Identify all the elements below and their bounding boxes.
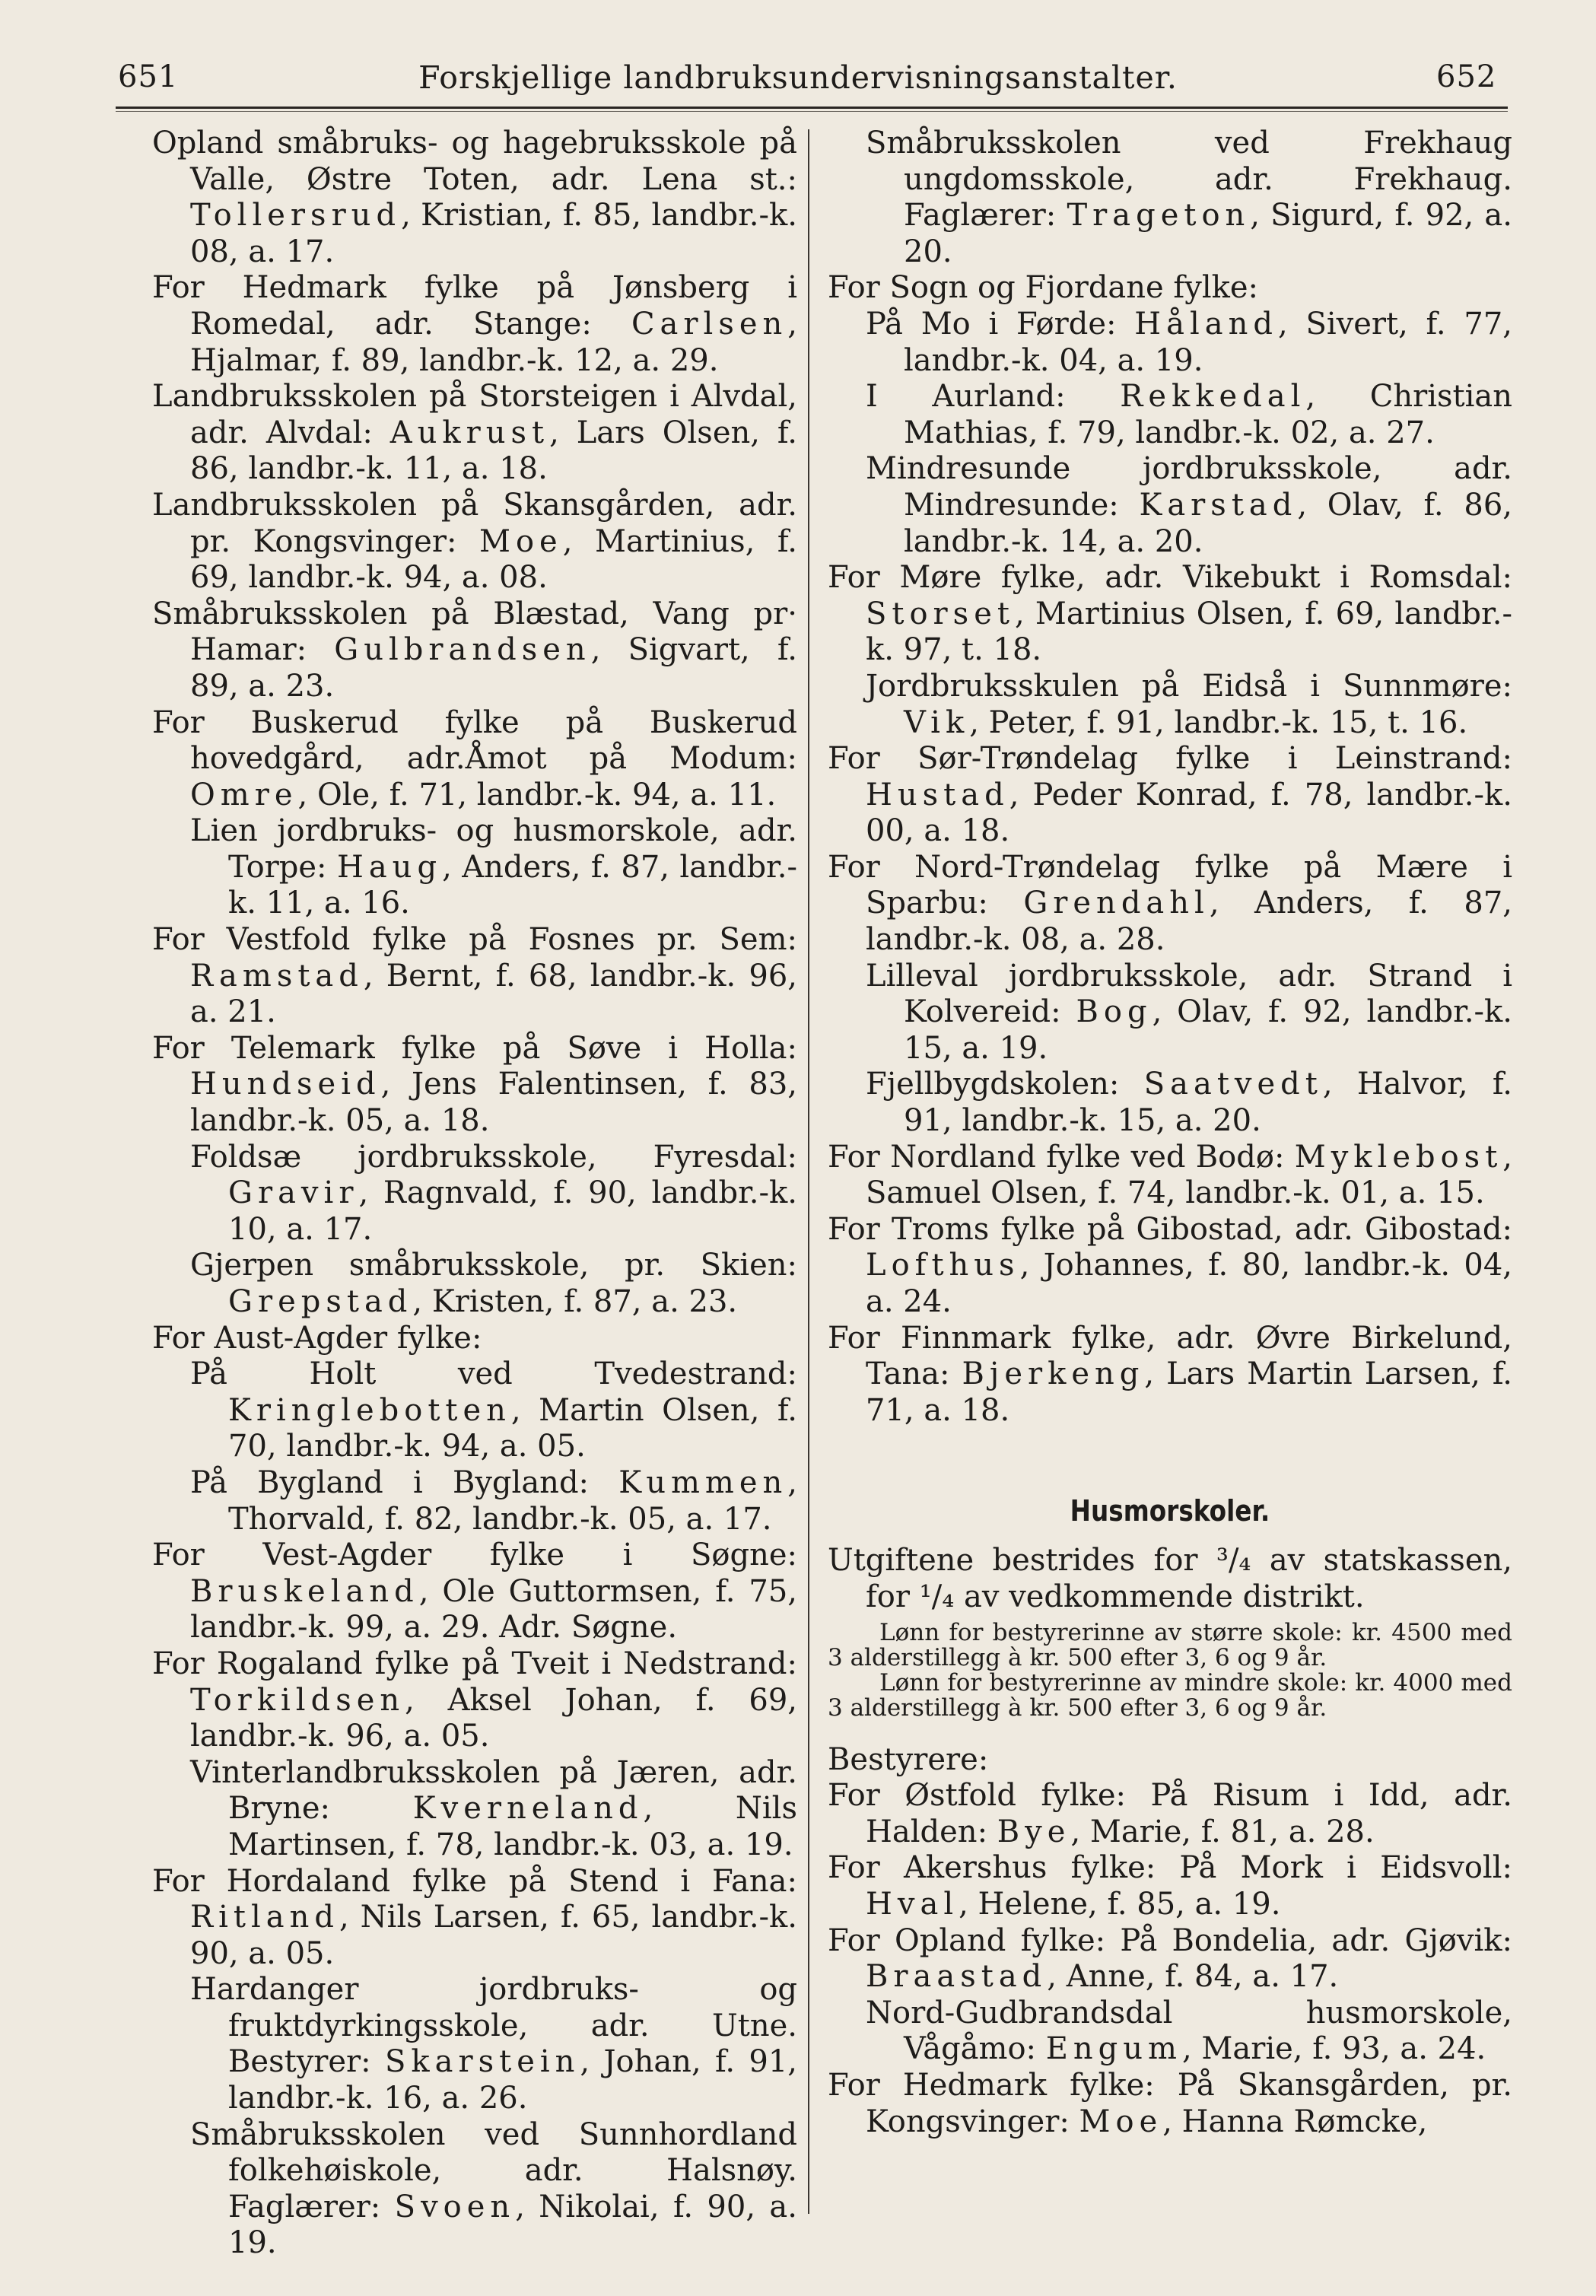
husmor-entries	[828, 1778, 1512, 2140]
person-surname: Trageton	[1067, 198, 1251, 234]
person-surname: Håland	[1134, 306, 1278, 342]
entry-text: Foldsæ jordbruksskole, Fyresdal:	[190, 1139, 797, 1175]
entry-text: For Sør-Trøndelag fylke i Leinstrand:	[828, 741, 1512, 777]
entry-text: , Martin Olsen, f. 70, landbr.-k. 94, a. 05.	[228, 1392, 797, 1464]
entry-text: , Nils Larsen, f. 65, landbr.-k. 90, a. 05.	[190, 1900, 797, 1971]
entry-text: Jordbruksskulen på Eidså i Sunnmøre:	[866, 668, 1512, 704]
directory-entry	[152, 126, 797, 270]
directory-entry	[828, 1923, 1512, 1995]
bestyrere-label: Bestyrere:	[828, 1741, 989, 1777]
entry-text: Landbruksskolen på Storsteigen i Alvdal, adr. Alvdal:	[152, 379, 797, 450]
directory-entry	[828, 2068, 1512, 2140]
person-surname: Lofthus	[866, 1248, 1020, 1283]
person-surname: Moe	[478, 523, 563, 559]
right-entries	[828, 126, 1512, 1429]
directory-entry	[152, 1356, 797, 1465]
directory-entry	[152, 705, 797, 814]
entry-text: Landbruksskolen på Skansgården, adr. pr. Kongsvinger:	[152, 487, 797, 559]
entry-text: For Troms fylke på Gibostad, adr. Gibostad:	[828, 1211, 1512, 1247]
directory-entry	[152, 1321, 797, 1357]
entry-text: , Johan, f. 91, landbr.-k. 16, a. 26.	[228, 2044, 797, 2116]
left-column	[152, 126, 797, 2262]
person-surname: Saatvedt	[1143, 1067, 1323, 1102]
husmor-note-2: Lønn for bestyrerinne av mindre skole: kr. 4000 med 3 alderstillegg à kr. 500 efter 3, 6 og 9 år.	[828, 1668, 1512, 1722]
person-surname: Hval	[866, 1886, 959, 1922]
person-surname: Karstad	[1139, 487, 1298, 523]
entry-text: På Mo i Førde:	[866, 306, 1135, 342]
person-surname: Vik	[904, 704, 970, 740]
person-surname: Haug	[336, 849, 443, 885]
person-surname: Aukrust	[389, 415, 550, 450]
page-number-left: 651	[118, 59, 179, 94]
entry-text: , Christian Mathias, f. 79, landbr.-k. 02, a. 27.	[904, 379, 1513, 450]
entry-text: For Opland fylke: På Bondelia, adr. Gjøvik:	[828, 1922, 1512, 1958]
person-surname: Carlsen	[631, 306, 788, 342]
directory-entry	[152, 379, 797, 488]
husmor-heading: Husmorskoler.	[1070, 1494, 1270, 1528]
entry-text: , Kristen, f. 87, a. 23.	[412, 1284, 738, 1319]
directory-entry	[828, 1995, 1512, 2068]
directory-entry	[152, 1755, 797, 1864]
entry-text: For Aust-Agder fylke:	[152, 1320, 482, 1356]
person-surname: Torkildsen	[190, 1682, 405, 1718]
person-surname: Gravir	[228, 1175, 359, 1211]
entry-text: , Anne, f. 84, a. 17.	[1047, 1959, 1339, 1995]
person-surname: Svoen	[394, 2189, 516, 2224]
entry-text: , Anders, f. 87, landbr.-k. 11, a. 16.	[228, 849, 798, 921]
directory-entry	[152, 2117, 797, 2262]
husmor-intro: Utgiftene bestrides for ³/₄ av statskassen, for ¹/₄ av vedkommende distrikt.	[828, 1543, 1512, 1614]
entry-text: For Nordland fylke ved Bodø:	[828, 1139, 1295, 1175]
entry-text: , Johannes, f. 80, landbr.-k. 04, a. 24.	[866, 1248, 1512, 1319]
entry-text: For Buskerud fylke på Buskerud hovedgård, adr.Åmot på Modum:	[152, 704, 797, 777]
directory-entry	[828, 959, 1512, 1067]
entry-text: , Samuel Olsen, f. 74, landbr.-k. 01, a. 15.	[866, 1139, 1512, 1211]
person-surname: Grepstad	[228, 1284, 413, 1319]
entry-text: For Møre fylke, adr. Vikebukt i Romsdal:	[828, 560, 1512, 596]
directory-entry	[828, 1212, 1512, 1321]
directory-entry	[828, 1850, 1512, 1922]
header-rule	[116, 107, 1508, 109]
directory-entry	[152, 1248, 797, 1320]
entry-text: For Rogaland fylke på Tveit i Nedstrand:	[152, 1646, 797, 1681]
directory-entry	[152, 1465, 797, 1538]
directory-entry	[828, 669, 1512, 741]
person-surname: Gulbrandsen	[334, 632, 591, 668]
right-column	[828, 126, 1512, 2140]
entry-text: , Helene, f. 85, a. 19.	[959, 1886, 1281, 1922]
entry-text: , Peter, f. 91, landbr.-k. 15, t. 16.	[969, 704, 1468, 740]
entry-text: Hardanger jordbruks- og fruktdyrkingsskole, adr. Utne. Bestyrer:	[190, 1972, 797, 2080]
entry-text: Fjellbygdskolen:	[866, 1067, 1144, 1102]
entry-text: For Akershus fylke: På Mork i Eidsvoll:	[828, 1850, 1512, 1886]
entry-text: , Kristian, f. 85, landbr.-k. 08, a. 17.	[190, 198, 797, 269]
entry-text: I Aurland:	[866, 379, 1121, 415]
entry-text: For Sogn og Fjordane fylke:	[828, 270, 1258, 306]
entry-text: For Finnmark fylke, adr. Øvre Birkelund, Tana:	[828, 1320, 1512, 1392]
directory-entry	[828, 1321, 1512, 1429]
directory-entry	[152, 1538, 797, 1646]
person-surname: Bye	[997, 1814, 1071, 1849]
person-surname: Engum	[1045, 2031, 1182, 2067]
page-header	[0, 0, 1596, 114]
person-surname: Omre	[190, 777, 298, 813]
entry-text: På Holt ved Tvedestrand:	[190, 1356, 797, 1392]
directory-entry	[828, 307, 1512, 379]
entry-text: For Hordaland fylke på Stend i Fana:	[152, 1863, 797, 1899]
entry-text: , Halvor, f. 91, landbr.-k. 15, a. 20.	[904, 1067, 1513, 1139]
directory-entry	[152, 1140, 797, 1248]
entry-text: , Sigvart, f. 89, a. 23.	[190, 632, 797, 704]
person-surname: Moe	[1079, 2104, 1163, 2139]
directory-entry	[828, 270, 1512, 307]
entry-text: Lilleval jordbruksskole, adr. Strand i Kolvereid:	[866, 958, 1512, 1030]
entry-text: For Hedmark fylke: På Skansgården, pr. Kongsvinger:	[828, 2067, 1512, 2139]
directory-entry	[828, 451, 1512, 560]
page-number-right: 652	[1436, 59, 1497, 94]
person-surname: Bruskeland	[190, 1573, 419, 1609]
entry-text: , Bernt, f. 68, landbr.-k. 96, a. 21.	[190, 958, 797, 1030]
person-surname: Kverneland	[412, 1791, 644, 1827]
entry-text: , Marie, f. 93, a. 24.	[1181, 2031, 1486, 2067]
entry-text: Vinterlandbruksskolen på Jæren, adr. Bryne:	[190, 1754, 797, 1827]
entry-text: , Marie, f. 81, a. 28.	[1070, 1814, 1375, 1849]
entry-text: Småbruksskolen på Blæstad, Vang pr· Hamar:	[152, 596, 797, 668]
person-surname: Tollersrud	[190, 198, 402, 234]
directory-entry	[152, 922, 797, 1031]
entry-text: , Olav, f. 86, landbr.-k. 14, a. 20.	[904, 487, 1512, 559]
person-surname: Skarstein	[384, 2044, 580, 2080]
entry-text: , Ragnvald, f. 90, landbr.-k. 10, a. 17.	[228, 1175, 797, 1247]
directory-entry	[152, 596, 797, 705]
directory-entry	[828, 126, 1512, 270]
directory-entry	[152, 1031, 797, 1140]
person-surname: Hustad	[866, 777, 1009, 813]
entry-text: For Hedmark fylke på Jønsberg i Romedal, adr. Stange:	[152, 270, 797, 342]
entry-text: , Thorvald, f. 82, landbr.-k. 05, a. 17.	[228, 1464, 797, 1537]
column-divider	[808, 129, 809, 2214]
entry-text: Gjerpen småbruksskole, pr. Skien:	[190, 1248, 797, 1283]
entry-text: , Nikolai, f. 90, a. 19.	[228, 2189, 797, 2261]
person-surname: Grendahl	[1023, 886, 1210, 921]
entry-text: For Vest-Agder fylke i Søgne:	[152, 1538, 797, 1573]
entry-text: , Ole Guttormsen, f. 75, landbr.-k. 99, a. 29. Adr. Søgne.	[190, 1573, 797, 1646]
entry-text: , Anders, f. 87, landbr.-k. 08, a. 28.	[866, 886, 1512, 958]
entry-text: Lien jordbruks- og husmorskole, adr. Torpe:	[190, 813, 797, 885]
person-surname: Braastad	[866, 1959, 1048, 1995]
directory-entry	[152, 1864, 797, 1973]
person-surname: Ramstad	[190, 958, 364, 994]
directory-entry	[828, 741, 1512, 850]
entry-text: , Jens Falentinsen, f. 83, landbr.-k. 05, a. 18.	[190, 1067, 797, 1139]
directory-entry	[152, 1972, 797, 2116]
entry-text: Småbruksskolen ved Frekhaug ungdomsskole, adr. Frekhaug. Faglærer:	[866, 126, 1512, 234]
person-surname: Rekkedal	[1120, 379, 1306, 415]
entry-text: , Lars Martin Larsen, f. 71, a. 18.	[866, 1356, 1512, 1428]
directory-entry	[828, 560, 1512, 669]
entry-text: , Hanna Rømcke,	[1162, 2104, 1428, 2139]
person-surname: Storset	[866, 596, 1015, 631]
directory-entry	[152, 488, 797, 596]
entry-text: , Sivert, f. 77, landbr.-k. 04, a. 19.	[904, 306, 1512, 378]
entry-text: , Martinius, f. 69, landbr.-k. 94, a. 08.	[190, 523, 797, 596]
person-surname: Ritland	[190, 1900, 339, 1935]
entry-text: Mindresunde jordbruksskole, adr. Mindresunde:	[866, 451, 1512, 523]
entry-text: , Ole, f. 71, landbr.-k. 94, a. 11.	[297, 777, 777, 813]
person-surname: Myklebost	[1294, 1139, 1503, 1175]
running-title: Forskjellige landbruksundervisningsanstalter.	[418, 59, 1178, 96]
entry-text: , Peder Konrad, f. 78, landbr.-k. 00, a. 18.	[866, 777, 1512, 849]
entry-text: , Lars Olsen, f. 86, landbr.-k. 11, a. 18.	[190, 415, 797, 487]
directory-entry	[152, 813, 797, 922]
directory-entry	[828, 1140, 1512, 1212]
directory-entry	[828, 1778, 1512, 1850]
directory-entry	[828, 850, 1512, 959]
entry-text: På Bygland i Bygland:	[190, 1464, 619, 1500]
entry-text: For Nord-Trøndelag fylke på Mære i Sparbu:	[828, 849, 1512, 921]
person-surname: Hundseid	[190, 1067, 381, 1102]
person-surname: Bog	[1076, 994, 1152, 1030]
entry-text: , Aksel Johan, f. 69, landbr.-k. 96, a. 05.	[190, 1682, 797, 1754]
entry-text: , Martinius Olsen, f. 69, landbr.-k. 97, t. 18.	[866, 596, 1512, 668]
directory-entry	[828, 1067, 1512, 1139]
entry-text: For Telemark fylke på Søve i Holla:	[152, 1030, 797, 1066]
entry-text: , Hjalmar, f. 89, landbr.-k. 12, a. 29.	[190, 306, 797, 378]
directory-entry	[828, 379, 1512, 451]
header-rule-thin	[116, 111, 1508, 112]
entry-text: , Nils Martinsen, f. 78, landbr.-k. 03, a. 19.	[228, 1791, 797, 1862]
directory-entry	[152, 270, 797, 379]
entry-text: , Olav, f. 92, landbr.-k. 15, a. 19.	[904, 994, 1512, 1066]
entry-text: For Østfold fylke: På Risum i Idd, adr. Halden:	[828, 1778, 1512, 1849]
directory-entry	[152, 1646, 797, 1755]
entry-text: Nord-Gudbrandsdal husmorskole, Vågåmo:	[866, 1995, 1512, 2067]
person-surname: Bjerkeng	[962, 1356, 1145, 1392]
husmor-note-1: Lønn for bestyrerinne av større skole: kr. 4500 med 3 alderstillegg à kr. 500 efter 3, 6 og 9 år.	[828, 1618, 1512, 1671]
entry-text: , Sigurd, f. 92, a. 20.	[904, 198, 1512, 269]
person-surname: Kummen	[618, 1464, 788, 1500]
entry-text: Opland småbruks- og hagebruksskole på Valle, Østre Toten, adr. Lena st.:	[152, 126, 797, 197]
entry-text: Småbruksskolen ved Sunnhordland folkehøiskole, adr. Halsnøy. Faglærer:	[190, 2116, 797, 2224]
entry-text: For Vestfold fylke på Fosnes pr. Sem:	[152, 922, 797, 958]
person-surname: Kringlebotten	[228, 1392, 511, 1428]
